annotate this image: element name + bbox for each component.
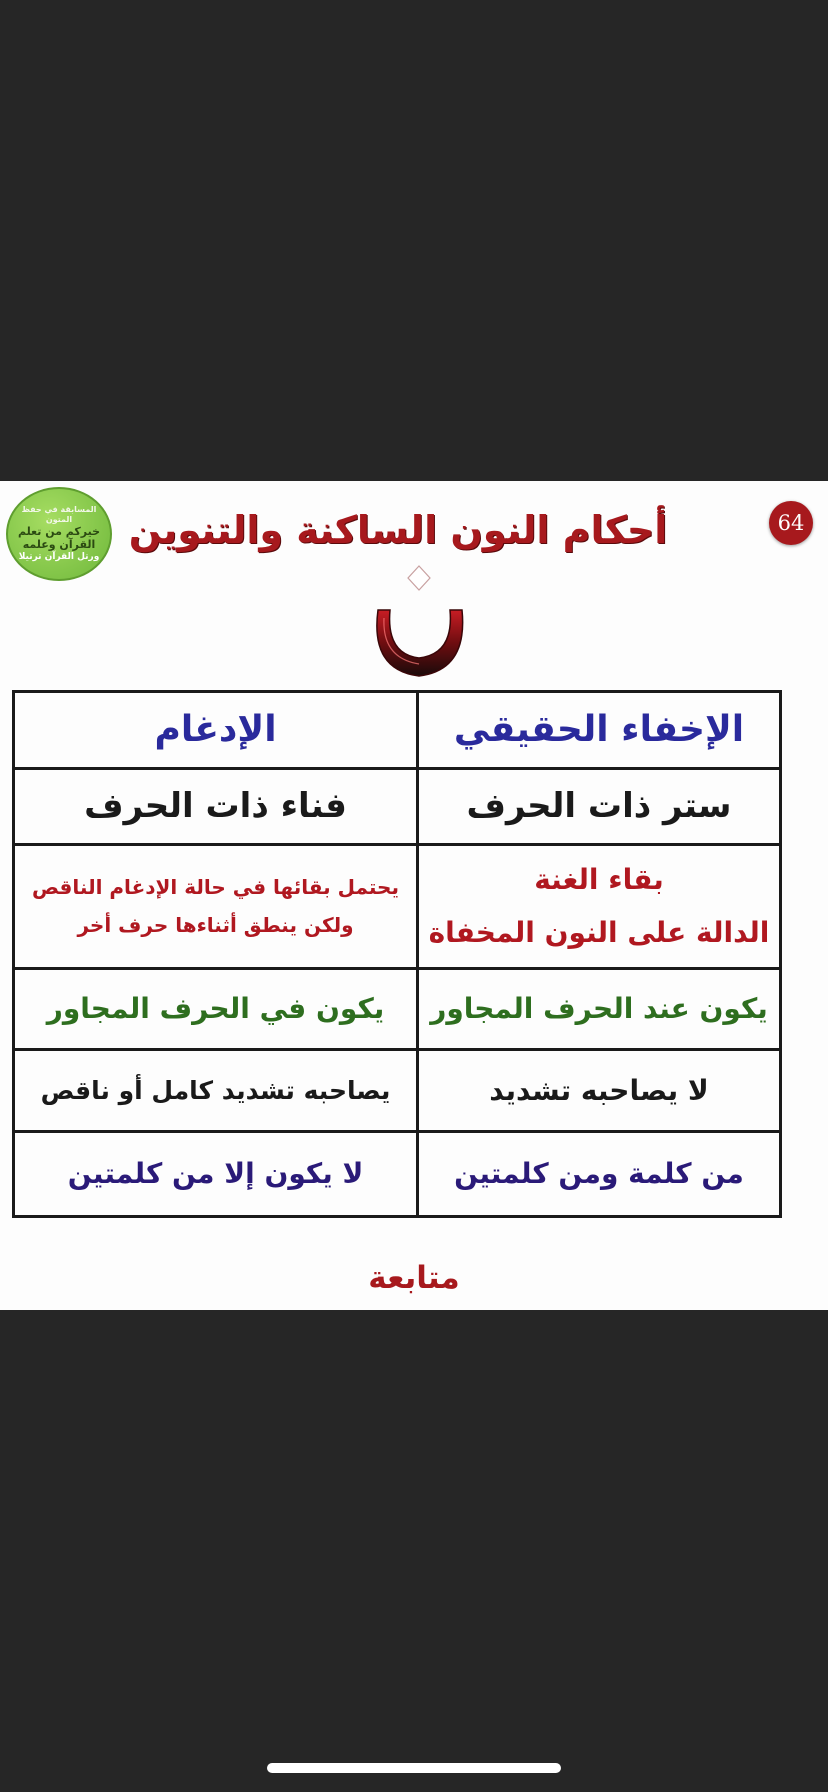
page-title: أحكام النون الساكنة والتنوين xyxy=(128,508,668,552)
table-cell-text: الدالة على النون المخفاة xyxy=(428,916,770,950)
table-cell-text: من كلمة ومن كلمتين xyxy=(454,1156,744,1190)
table-cell-text: بقاء الغنة xyxy=(534,863,664,897)
home-indicator[interactable] xyxy=(267,1763,561,1773)
table-cell-text: ستر ذات الحرف xyxy=(466,785,732,826)
table-cell-left xyxy=(14,1132,418,1217)
table-row xyxy=(14,692,781,769)
table-cell-text: يكون عند الحرف المجاور xyxy=(430,991,768,1025)
table-row xyxy=(14,1132,781,1217)
table-row xyxy=(14,845,781,969)
table-row xyxy=(14,968,781,1050)
page-number-badge: 64 xyxy=(769,501,813,545)
continue-label: متابعة xyxy=(368,1260,460,1296)
table-cell-text: الإخفاء الحقيقي xyxy=(453,708,745,750)
table-cell-text: يحتمل بقائها في حالة الإدغام الناقص xyxy=(32,875,399,900)
logo-badge xyxy=(6,487,112,581)
table-cell-text: ولكن ينطق أثناءها حرف أخر xyxy=(77,913,354,938)
table-cell-left xyxy=(14,768,418,845)
table-cell-right xyxy=(418,845,781,969)
table-cell-right xyxy=(418,768,781,845)
table-cell-text: يصاحبه تشديد كامل أو ناقص xyxy=(40,1075,391,1105)
logo-line-1: المسابقة في حفظ المتون xyxy=(21,504,97,524)
rules-table xyxy=(12,690,782,1218)
table-cell-text: يكون في الحرف المجاور xyxy=(46,991,385,1025)
table-row xyxy=(14,1050,781,1132)
table-cell-left xyxy=(14,1050,418,1132)
logo-line-2: خيركم من تعلم القرآن وعلمه xyxy=(17,524,101,552)
table-cell-text: لا يصاحبه تشديد xyxy=(489,1073,709,1107)
table-row xyxy=(14,768,781,845)
table-cell-right xyxy=(418,968,781,1050)
logo-line-3: ورتل القرآن ترتيلا xyxy=(18,552,100,563)
table-cell-left xyxy=(14,692,418,769)
nun-letter-graphic xyxy=(364,558,474,688)
table-cell-right xyxy=(418,1050,781,1132)
table-cell-right xyxy=(418,692,781,769)
table-cell-left xyxy=(14,968,418,1050)
table-cell-text: لا يكون إلا من كلمتين xyxy=(67,1156,364,1190)
table-cell-left xyxy=(14,845,418,969)
table-cell-text: الإدغام xyxy=(154,708,277,750)
table-cell-text: فناء ذات الحرف xyxy=(84,785,347,826)
table-cell-right xyxy=(418,1132,781,1217)
